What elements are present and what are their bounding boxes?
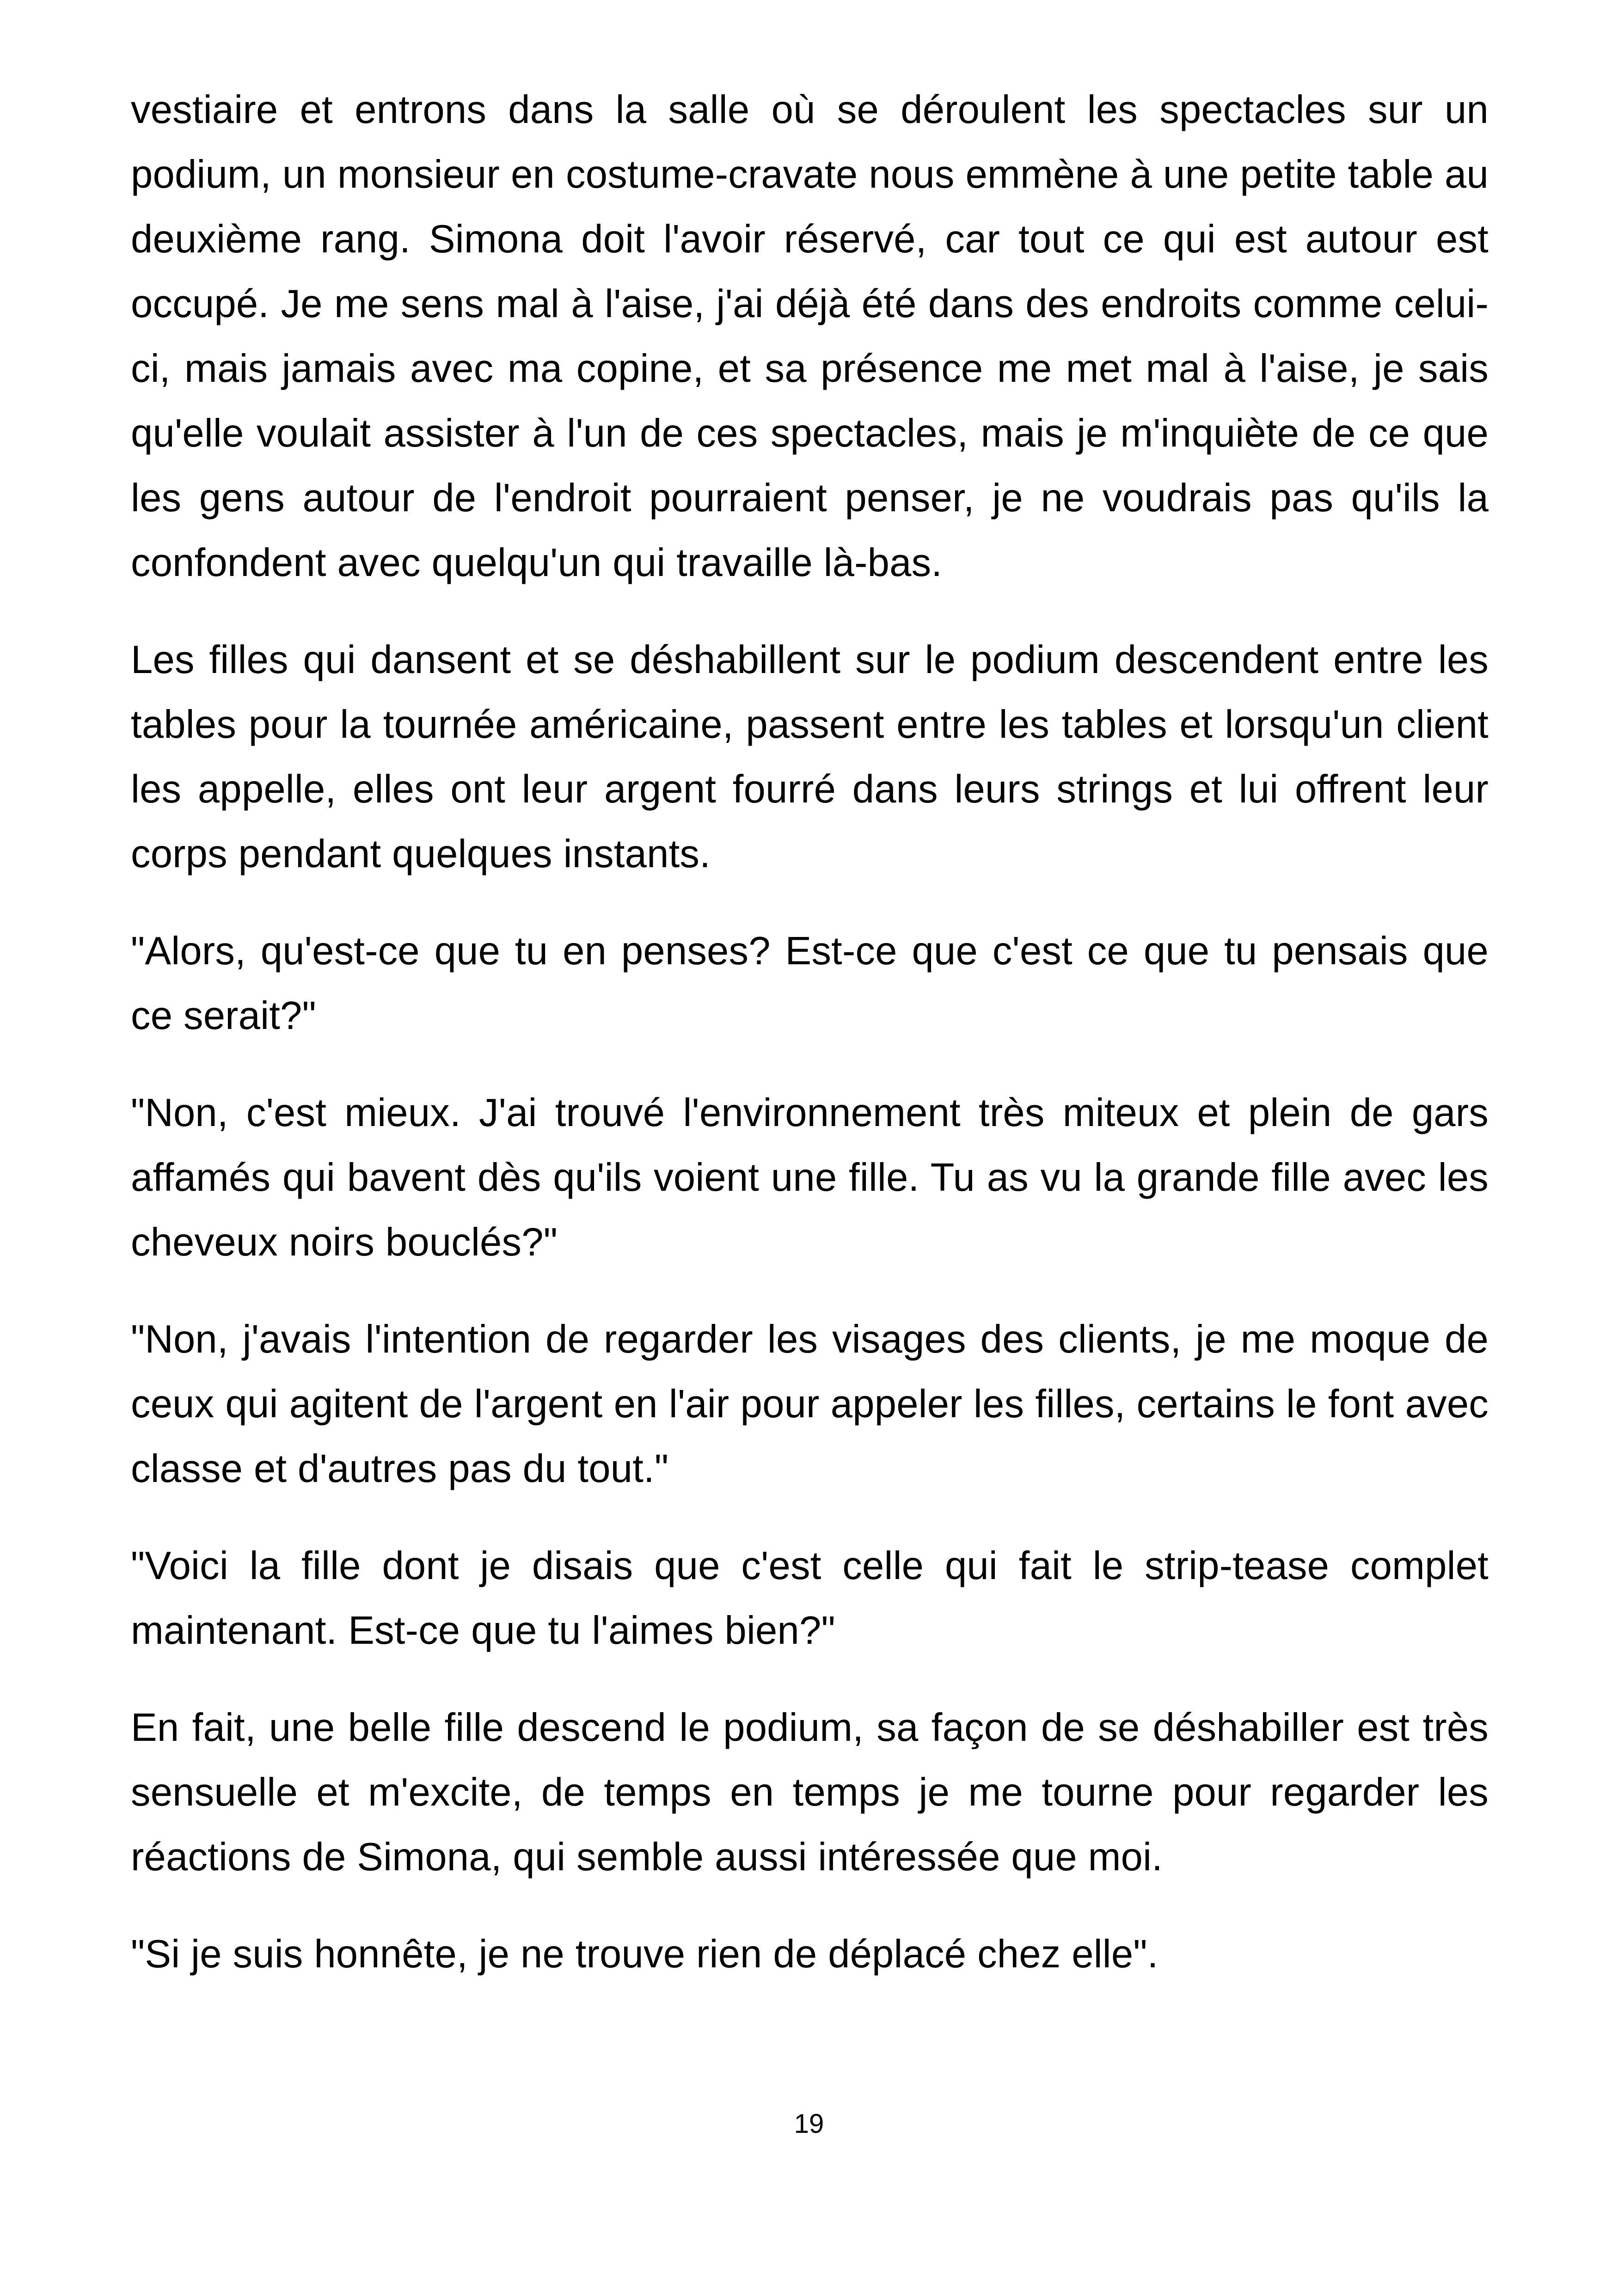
paragraph-5: "Non, j'avais l'intention de regarder les visages des clients, je me moque de ceux qui agitent de l'argent en l'air pour appeler les filles, certains le font avec classe et d'autres pas du tout." (131, 1317, 1489, 1491)
paragraph-7: En fait, une belle fille descend le podium, sa façon de se déshabiller est très sensuelle et m'excite, de temps en temps je me tourne pour regarder les réactions de Simona, qui semble aussi intéressée que moi. (131, 1706, 1489, 1879)
body-text (131, 78, 1489, 2019)
paragraph-6: "Voici la fille dont je disais que c'est celle qui fait le strip-tease complet maintenant. Est-ce que tu l'aimes bien?" (131, 1544, 1489, 1653)
paragraph-1: vestiaire et entrons dans la salle où se déroulent les spectacles sur un podium, un monsieur en costume-cravate nous emmène à une petite table au deuxième rang. Simona doit l'avoir réservé, car tout ce qui est autour est occupé. Je me sens mal à l'aise, j'ai déjà été dans des endroits comme celui-ci, mais jamais avec ma copine, et sa présence me met mal à l'aise, je sais qu'elle voulait assister à l'un de ces spectacles, mais je m'inquiète de ce que les gens autour de l'endroit pourraient penser, je ne voudrais pas qu'ils la confondent avec quelqu'un qui travaille là-bas. (131, 88, 1489, 585)
paragraph-3: "Alors, qu'est-ce que tu en penses? Est-ce que c'est ce que tu pensais que ce serait?" (131, 929, 1489, 1038)
paragraph-8: "Si je suis honnête, je ne trouve rien de déplacé chez elle". (131, 1932, 1158, 1976)
page-number: 19 (794, 2109, 824, 2139)
paragraph-4: "Non, c'est mieux. J'ai trouvé l'environnement très miteux et plein de gars affamés qui bavent dès qu'ils voient une fille. Tu as vu la grande fille avec les cheveux noirs bouclés?" (131, 1091, 1489, 1264)
paragraph-2: Les filles qui dansent et se déshabillent sur le podium descendent entre les tables pour la tournée américaine, passent entre les tables et lorsqu'un client les appelle, elles ont leur argent fourré dans leurs strings et lui offrent leur corps pendant quelques instants. (131, 638, 1489, 876)
